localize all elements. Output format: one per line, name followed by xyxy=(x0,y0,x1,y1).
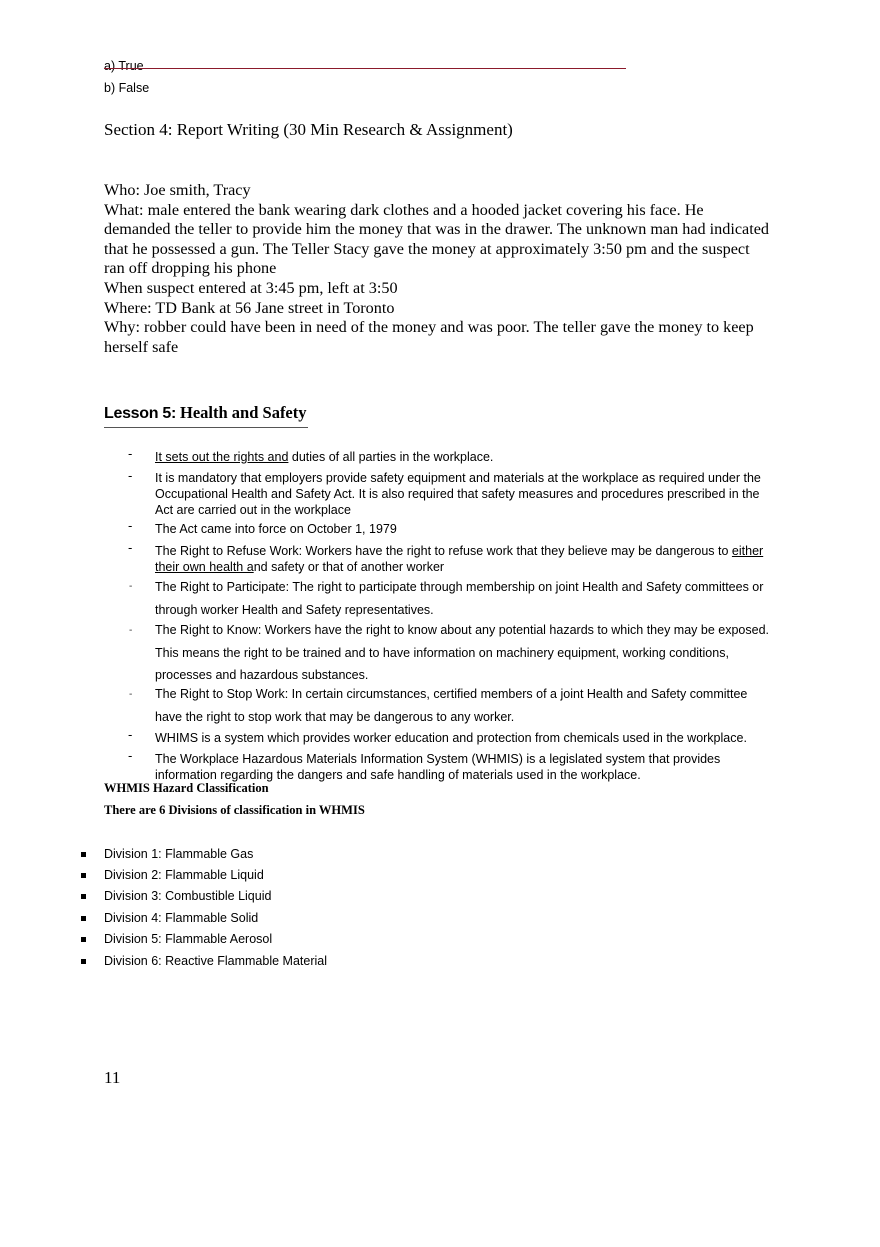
bullet-dash: - xyxy=(128,518,133,533)
section-title: Section 4: Report Writing (30 Min Research & Assignment) xyxy=(104,120,513,139)
option-true: a) True xyxy=(104,59,144,73)
bullet-dash: - xyxy=(128,727,133,742)
option-false: b) False xyxy=(104,81,150,95)
bullet-dash: - xyxy=(129,625,133,636)
bullet-dash: - xyxy=(128,540,133,555)
report-who: Who: Joe smith, Tracy xyxy=(104,181,251,199)
report-what: What: male entered the bank wearing dark clothes and a hooded jacket covering his face. He demanded the teller to provide him the money that was in the drawer. The unknown man had indicated that he possessed a gun. The Teller Stacy gave the money at approximately 3:50 pm and the suspect ran off dropping his phone xyxy=(104,200,769,278)
division-label: Division 6: Reactive Flammable Material xyxy=(104,954,327,968)
division-label: Division 3: Combustible Liquid xyxy=(104,889,272,903)
bullet-dash: - xyxy=(128,468,133,483)
division-label: Division 1: Flammable Gas xyxy=(104,847,254,861)
red-divider-line xyxy=(104,68,626,69)
underlined-text: It sets out the rights and xyxy=(155,450,289,464)
bullet-dash: - xyxy=(129,689,133,700)
page-number: 11 xyxy=(104,1068,121,1087)
square-bullet-icon xyxy=(81,852,86,857)
list-item: The Act came into force on October 1, 1979 xyxy=(155,522,397,536)
square-bullet-icon xyxy=(81,916,86,921)
bullet-dash: - xyxy=(128,446,133,461)
division-item xyxy=(0,954,880,972)
list-item: The Right to Participate: The right to participate through membership on joint Health and Safety committees or through worker Health and Safety representatives. xyxy=(155,580,764,617)
bullet-dash: - xyxy=(129,581,133,592)
lesson-label: Lesson 5: xyxy=(104,405,176,422)
square-bullet-icon xyxy=(81,937,86,942)
division-item xyxy=(0,932,880,950)
lesson-title xyxy=(104,403,307,423)
whmis-subheading: There are 6 Divisions of classification in WHMIS xyxy=(104,803,365,817)
list-item: It is mandatory that employers provide safety equipment and materials at the workplace as required under the Occupational Health and Safety Act. It is also required that safety measures and procedures prescribed in the Act are carried out in the workplace xyxy=(155,471,761,517)
list-item: The Right to Stop Work: In certain circumstances, certified members of a joint Health and Safety committee have the right to stop work that may be dangerous to any worker. xyxy=(155,687,748,724)
division-label: Division 4: Flammable Solid xyxy=(104,911,259,925)
division-label: Division 2: Flammable Liquid xyxy=(104,868,264,882)
square-bullet-icon xyxy=(81,873,86,878)
division-item xyxy=(0,911,880,929)
division-item xyxy=(0,847,880,865)
square-bullet-icon xyxy=(81,959,86,964)
list-item-text: The Right to Refuse Work: Workers have the right to refuse work that they believe may be dangerous to xyxy=(155,544,732,558)
list-item xyxy=(155,449,777,465)
division-label: Division 5: Flammable Aerosol xyxy=(104,932,273,946)
lesson-underline xyxy=(104,427,308,428)
report-why: Why: robber could have been in need of the money and was poor. The teller gave the money to keep herself safe xyxy=(104,318,754,356)
square-bullet-icon xyxy=(81,894,86,899)
list-item: The Right to Know: Workers have the right to know about any potential hazards to which they may be exposed. This means the right to be trained and to have information on machinery equipment, working conditions, processes and hazardous substances. xyxy=(155,623,770,682)
division-item xyxy=(0,868,880,886)
list-item: The Workplace Hazardous Materials Information System (WHMIS) is a legislated system that provides information regarding the dangers and safe handling of materials used in the workplace. xyxy=(155,752,721,782)
list-item-text: duties of all parties in the workplace. xyxy=(288,450,494,464)
list-item: WHIMS is a system which provides worker education and protection from chemicals used in the workplace. xyxy=(155,731,747,745)
bullet-dash: - xyxy=(128,748,133,763)
whmis-heading: WHMIS Hazard Classification xyxy=(104,781,269,795)
report-when: When suspect entered at 3:45 pm, left at 3:50 xyxy=(104,278,398,297)
underlined-text: either their own health a xyxy=(155,544,764,574)
report-where: Where: TD Bank at 56 Jane street in Toronto xyxy=(104,298,395,317)
list-item xyxy=(155,543,777,575)
division-item xyxy=(0,889,880,907)
list-item-text: nd safety or that of another worker xyxy=(253,560,445,574)
lesson-topic: Health and Safety xyxy=(180,403,307,422)
report-body xyxy=(104,181,772,357)
